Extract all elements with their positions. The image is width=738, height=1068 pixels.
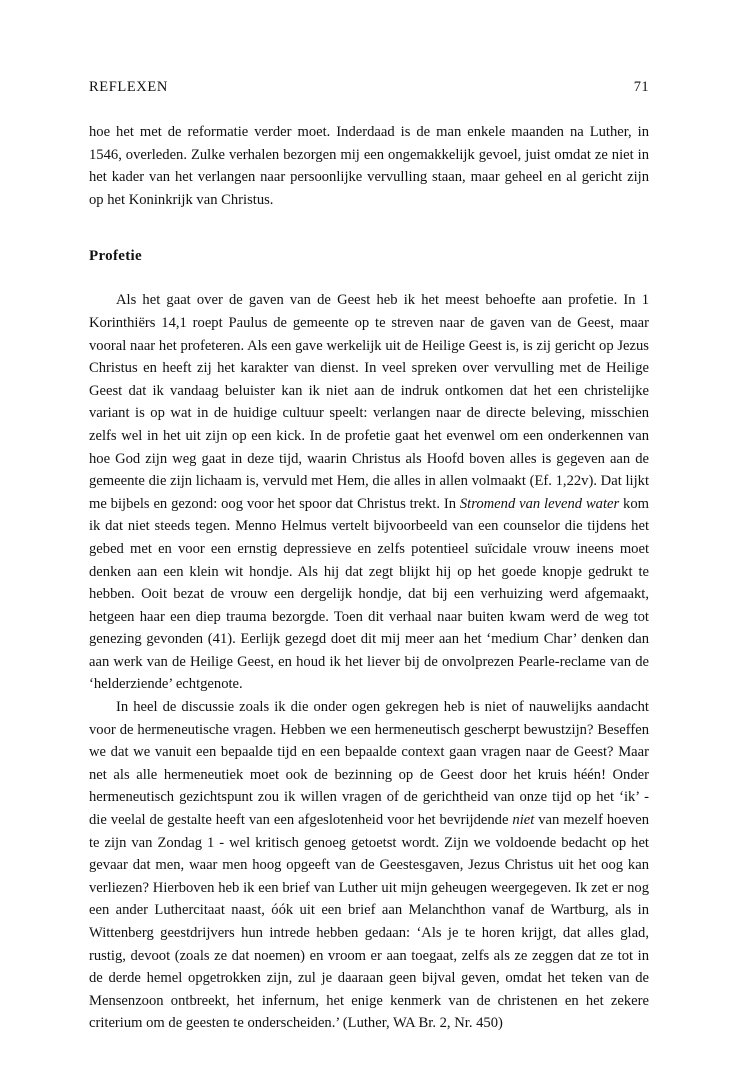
running-title: REFLEXEN bbox=[89, 79, 168, 95]
running-header bbox=[89, 76, 649, 98]
paragraph-profetie-1 bbox=[89, 289, 649, 696]
paragraph-profetie-2 bbox=[89, 696, 649, 1035]
book-page bbox=[89, 76, 649, 1035]
paragraph-1-text-b: kom ik dat niet steeds tegen. Menno Helmus vertelt bijvoorbeeld van een counselor die tijdens het gebed met en voor een ernstig depressieve en zelfs potentieel suïcidale vrouw ineens moet denken aan een klein wit hondje. Als hij dat zegt blijkt hij op het goede knopje gedrukt te hebben. Ooit bezat de vrouw een dergelijk hondje, dat bij een verhuizing werd afgemaakt, hetgeen haar een diep trauma bezorgde. Toen dit verhaal naar buiten kwam werd de weg tot genezing gevonden (41). Eerlijk gezegd doet dit mij meer aan het ‘medium Char’ denken dan aan werk van de Heilige Geest, en houd ik het liever bij de onvolprezen Pearle-reclame van de ‘helderziende’ echtgenote. bbox=[89, 495, 649, 693]
section-heading: Profetie bbox=[89, 248, 142, 265]
italic-word: niet bbox=[512, 812, 535, 829]
paragraph-2-text-b: van mezelf hoeven te zijn van Zondag 1 - wel kritisch genoeg getoetst wordt. Zijn we voldoende bedacht op het gevaar dat men, waar men hoog opgeeft van de Geestesgaven, Jezus Christus uit het oog kan verliezen? Hierboven heb ik een brief van Luther uit mijn geheugen weergegeven. Ik zet er nog een ander Luthercitaat naast, óók uit een brief aan Melanchthon vanaf de Wartburg, als in Wittenberg geestdrijvers hun intrede hebben gedaan: ‘Als je te horen krijgt, dat alles glad, rustig, devoot (zoals ze dat noemen) en vroom er aan toegaat, zelfs als ze zeggen dat ze tot in de derde hemel opgetrokken zijn, zul je daaraan geen bijval geven, omdat het teken van de Mensenzoon ontbreekt, het infernum, het enige kenmerk van de christenen en het zekere criterium om de geesten te onderscheiden.’ (Luther, WA Br. 2, Nr. 450) bbox=[89, 812, 650, 1032]
page-number: 71 bbox=[633, 79, 649, 95]
italic-book-title: Stromend van levend water bbox=[459, 495, 620, 512]
paragraph-1-text-a: Als het gaat over de gaven van de Geest heb ik het meest behoefte aan profetie. In 1 Korinthiërs 14,1 roept Paulus de gemeente op te streven naar de gaven van de Geest, maar vooral naar het profeteren. Als een gave werkelijk uit de Heilige Geest is, is zij gericht op Jezus Christus en heeft zij het karakter van dienst. In veel spreken over vervulling met de Heilige Geest dat ik vandaag beluister kan ik niet aan de indruk ontkomen dat het een christelijke variant is op wat in de huidige cultuur speelt: verlangen naar de directe beleving, misschien zelfs wel in het uit zijn op een kick. In de profetie gaat het evenwel om een onderkennen van hoe God zijn weg gaat in deze tijd, waarin Christus als Hoofd boven alles is gegeven aan de gemeente die zijn lichaam is, vervuld met Hem, die alles in allen volmaakt (Ef. 1,22v). Dat lijkt me bijbels en gezond: oog voor het spoor dat Christus trekt. In bbox=[89, 292, 649, 512]
lead-paragraph: hoe het met de reformatie verder moet. Inderdaad is de man enkele maanden na Luther, in 1546, overleden. Zulke verhalen bezorgen mij een ongemakkelijk gevoel, juist omdat ze niet in het kader van het verlangen naar persoonlijke vervulling staan, maar geheel en al gericht zijn op het Koninkrijk van Christus. bbox=[89, 124, 649, 208]
paragraph-2-text-a: In heel de discussie zoals ik die onder ogen gekregen heb is niet of nauwelijks aandacht voor de hermeneutische vragen. Hebben we een hermeneutisch gescherpt bewustzijn? Beseffen we dat we vanuit een bepaalde tijd en een bepaalde context gaan vragen naar de Geest? Maar net als alle hermeneutiek moet ook de bezinning op de Geest door het kruis héén! Onder hermeneutisch gezichtspunt zou ik willen vragen of de gerichtheid van onze tijd op het ‘ik’ - die veelal de gestalte heeft van een afgeslotenheid voor het bevrijdende bbox=[89, 699, 649, 829]
